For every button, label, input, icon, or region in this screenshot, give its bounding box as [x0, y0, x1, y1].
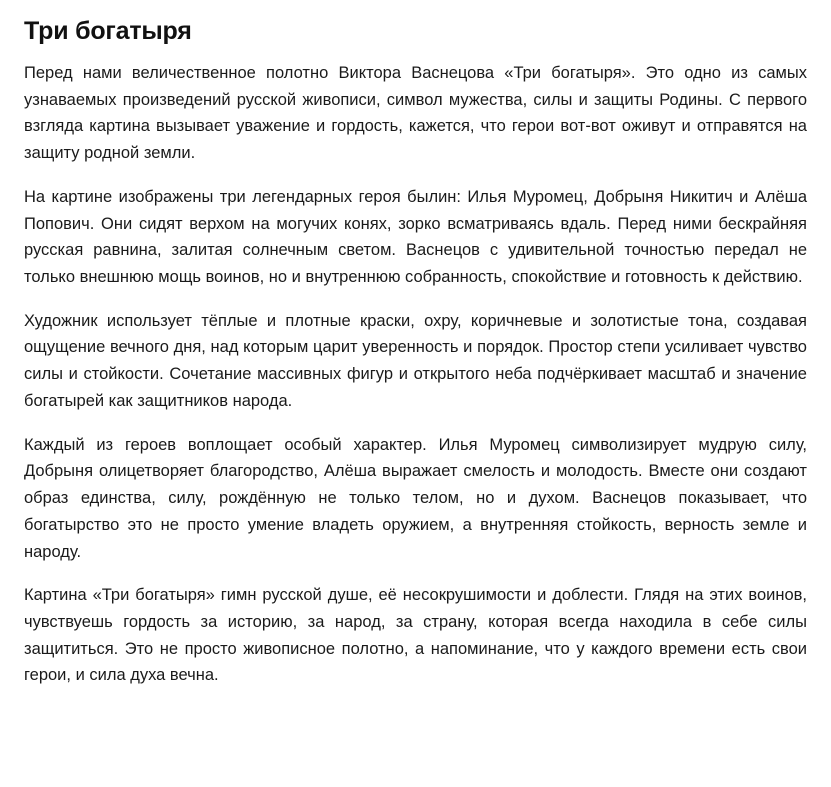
- body-paragraph-1: Перед нами величественное полотно Виктора Васнецова «Три богатыря». Это одно из самых узнаваемых произведений русской живописи, символ мужества, силы и защиты Родины. С первого взгляда картина вызывает уважение и гордость, кажется, что герои вот-вот оживут и отправятся на защиту родной земли.: [24, 64, 807, 163]
- body-paragraph-4: Каждый из героев воплощает особый характер. Илья Муромец символизирует мудрую силу, Добрыня олицетворяет благородство, Алёша выражает смелость и молодость. Вместе они создают образ единства, силу, рождённую не только телом, но и духом. Васнецов показывает, что богатырство это не просто умение владеть оружием, а внутренняя стойкость, верность земле и народу.: [24, 435, 807, 561]
- body-paragraph-3: Художник использует тёплые и плотные краски, охру, коричневые и золотистые тона, создавая ощущение вечного дня, над которым царит уверенность и порядок. Простор степи усиливает чувство силы и стойкости. Сочетание массивных фигур и открытого неба подчёркивает масштаб и значение богатырей как защитников народа.: [24, 311, 807, 410]
- page-title: Три богатыря: [24, 17, 192, 45]
- body-paragraph-5: Картина «Три богатыря» гимн русской душе, её несокрушимости и доблести. Глядя на этих воинов, чувствуешь гордость за историю, за народ, за страну, которая всегда находила в себе силы защититься. Это не просто живописное полотно, а напоминание, что у каждого времени есть свои герои, и сила духа вечна.: [24, 586, 807, 685]
- body-paragraph-2: На картине изображены три легендарных героя былин: Илья Муромец, Добрыня Никитич и Алёша Попович. Они сидят верхом на могучих конях, зорко всматриваясь вдаль. Перед ними бескрайняя русская равнина, залитая солнечным светом. Васнецов с удивительной точностью передал не только внешнюю мощь воинов, но и внутреннюю собранность, спокойствие и готовность к действию.: [24, 187, 807, 287]
